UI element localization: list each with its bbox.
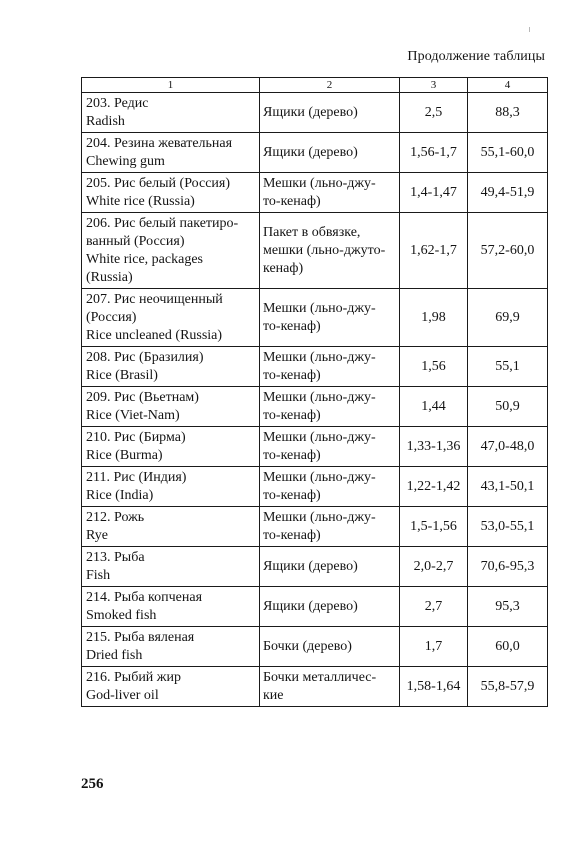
product-name-cell (82, 667, 260, 707)
product-name-line: (Russia) (86, 269, 133, 285)
product-name-line: 209. Рис (Вьетнам) (86, 389, 199, 405)
container-type-cell (260, 507, 400, 547)
column-3-value: 1,58-1,64 (400, 667, 468, 707)
container-type-line: Пакет в обвязке, (263, 224, 361, 240)
container-type-cell (260, 347, 400, 387)
container-type-line: мешки (льно-джуто- (263, 242, 386, 258)
container-type-line: Мешки (льно-джу- (263, 509, 376, 525)
product-name-line: 208. Рис (Бразилия) (86, 349, 204, 365)
product-name-line: ванный (Россия) (86, 233, 185, 249)
product-name-line: 205. Рис белый (Россия) (86, 175, 230, 191)
container-type-cell (260, 289, 400, 347)
container-type-line: Мешки (льно-джу- (263, 469, 376, 485)
table-body (82, 93, 548, 707)
stray-mark (529, 27, 530, 32)
product-name-cell (82, 587, 260, 627)
column-4-value: 47,0-48,0 (468, 427, 548, 467)
table-row (82, 547, 548, 587)
column-3-value: 1,56 (400, 347, 468, 387)
data-table (81, 77, 548, 707)
column-4-value: 49,4-51,9 (468, 173, 548, 213)
container-type-cell (260, 667, 400, 707)
column-4-value: 95,3 (468, 587, 548, 627)
container-type-line: то-кенаф) (263, 367, 321, 383)
product-name-line: Fish (86, 567, 111, 583)
product-name-line: Chewing gum (86, 153, 165, 169)
table-row (82, 347, 548, 387)
container-type-line: то-кенаф) (263, 487, 321, 503)
column-3-value: 1,62-1,7 (400, 213, 468, 289)
product-name-line: 213. Рыба (86, 549, 145, 565)
column-3-value: 1,5-1,56 (400, 507, 468, 547)
product-name-line: 212. Рожь (86, 509, 145, 525)
container-type-line: Ящики (дерево) (263, 558, 358, 574)
table-row (82, 667, 548, 707)
table-row (82, 427, 548, 467)
container-type-cell (260, 547, 400, 587)
column-3-value: 1,44 (400, 387, 468, 427)
container-type-line: Ящики (дерево) (263, 144, 358, 160)
column-3-value: 1,22-1,42 (400, 467, 468, 507)
product-name-cell (82, 627, 260, 667)
table-row (82, 93, 548, 133)
product-name-line: 210. Рис (Бирма) (86, 429, 186, 445)
product-name-line: Rice (Viet-Nam) (86, 407, 180, 423)
table-row (82, 507, 548, 547)
table-row (82, 467, 548, 507)
container-type-line: то-кенаф) (263, 527, 321, 543)
product-name-line: Rice (Burma) (86, 447, 163, 463)
product-name-cell (82, 467, 260, 507)
container-type-line: кие (263, 687, 284, 703)
product-name-cell (82, 427, 260, 467)
product-name-line: Rye (86, 527, 108, 543)
product-name-line: God-liver oil (86, 687, 159, 703)
column-number: 1 (82, 78, 260, 93)
container-type-cell (260, 587, 400, 627)
container-type-line: Бочки (дерево) (263, 638, 352, 654)
table-row (82, 133, 548, 173)
table-continuation-caption: Продолжение таблицы (407, 49, 545, 64)
container-type-line: то-кенаф) (263, 193, 321, 209)
product-name-cell (82, 289, 260, 347)
product-name-cell (82, 173, 260, 213)
container-type-cell (260, 133, 400, 173)
container-type-cell (260, 173, 400, 213)
container-type-cell (260, 213, 400, 289)
table-row (82, 213, 548, 289)
container-type-cell (260, 387, 400, 427)
container-type-line: Ящики (дерево) (263, 104, 358, 120)
page-number: 256 (81, 776, 104, 792)
container-type-line: то-кенаф) (263, 407, 321, 423)
column-4-value: 88,3 (468, 93, 548, 133)
column-4-value: 55,1 (468, 347, 548, 387)
column-4-value: 50,9 (468, 387, 548, 427)
product-name-line: 207. Рис неочищенный (86, 291, 223, 307)
column-4-value: 60,0 (468, 627, 548, 667)
column-3-value: 1,33-1,36 (400, 427, 468, 467)
table-row (82, 627, 548, 667)
product-name-line: 211. Рис (Индия) (86, 469, 187, 485)
product-name-line: Radish (86, 113, 125, 129)
product-name-cell (82, 213, 260, 289)
product-name-line: 216. Рыбий жир (86, 669, 181, 685)
column-number: 4 (468, 78, 548, 93)
container-type-line: Мешки (льно-джу- (263, 300, 376, 316)
column-4-value: 55,8-57,9 (468, 667, 548, 707)
product-name-cell (82, 347, 260, 387)
column-3-value: 1,56-1,7 (400, 133, 468, 173)
table-row (82, 387, 548, 427)
product-name-line: Rice (India) (86, 487, 154, 503)
product-name-line: 203. Редис (86, 95, 149, 111)
container-type-line: то-кенаф) (263, 447, 321, 463)
product-name-line: (Россия) (86, 309, 137, 325)
container-type-line: Мешки (льно-джу- (263, 429, 376, 445)
product-name-line: 206. Рис белый пакетиро- (86, 215, 239, 231)
column-4-value: 55,1-60,0 (468, 133, 548, 173)
container-type-line: кенаф) (263, 260, 304, 276)
table-row (82, 587, 548, 627)
product-name-cell (82, 93, 260, 133)
column-4-value: 53,0-55,1 (468, 507, 548, 547)
container-type-line: Бочки металличес- (263, 669, 377, 685)
column-4-value: 69,9 (468, 289, 548, 347)
product-name-cell (82, 387, 260, 427)
column-number: 3 (400, 78, 468, 93)
product-name-line: Rice (Brasil) (86, 367, 158, 383)
container-type-cell (260, 467, 400, 507)
container-type-line: Мешки (льно-джу- (263, 349, 376, 365)
product-name-cell (82, 507, 260, 547)
product-name-cell (82, 133, 260, 173)
column-3-value: 2,7 (400, 587, 468, 627)
table-row (82, 289, 548, 347)
product-name-line: 204. Резина жевательная (86, 135, 233, 151)
column-number: 2 (260, 78, 400, 93)
column-3-value: 2,5 (400, 93, 468, 133)
column-3-value: 1,7 (400, 627, 468, 667)
column-3-value: 1,98 (400, 289, 468, 347)
product-name-line: Smoked fish (86, 607, 157, 623)
container-type-cell (260, 427, 400, 467)
container-type-cell (260, 93, 400, 133)
product-name-cell (82, 547, 260, 587)
product-name-line: 214. Рыба копченая (86, 589, 203, 605)
column-number-row (82, 78, 548, 93)
column-4-value: 43,1-50,1 (468, 467, 548, 507)
product-name-line: Rice uncleaned (Russia) (86, 327, 223, 343)
product-name-line: Dried fish (86, 647, 143, 663)
container-type-line: Ящики (дерево) (263, 598, 358, 614)
column-3-value: 2,0-2,7 (400, 547, 468, 587)
column-4-value: 70,6-95,3 (468, 547, 548, 587)
column-4-value: 57,2-60,0 (468, 213, 548, 289)
container-type-line: Мешки (льно-джу- (263, 175, 376, 191)
container-type-cell (260, 627, 400, 667)
container-type-line: то-кенаф) (263, 318, 321, 334)
container-type-line: Мешки (льно-джу- (263, 389, 376, 405)
column-3-value: 1,4-1,47 (400, 173, 468, 213)
product-name-line: White rice, packages (86, 251, 203, 267)
product-name-line: 215. Рыба вяленая (86, 629, 195, 645)
table-row (82, 173, 548, 213)
product-name-line: White rice (Russia) (86, 193, 195, 209)
